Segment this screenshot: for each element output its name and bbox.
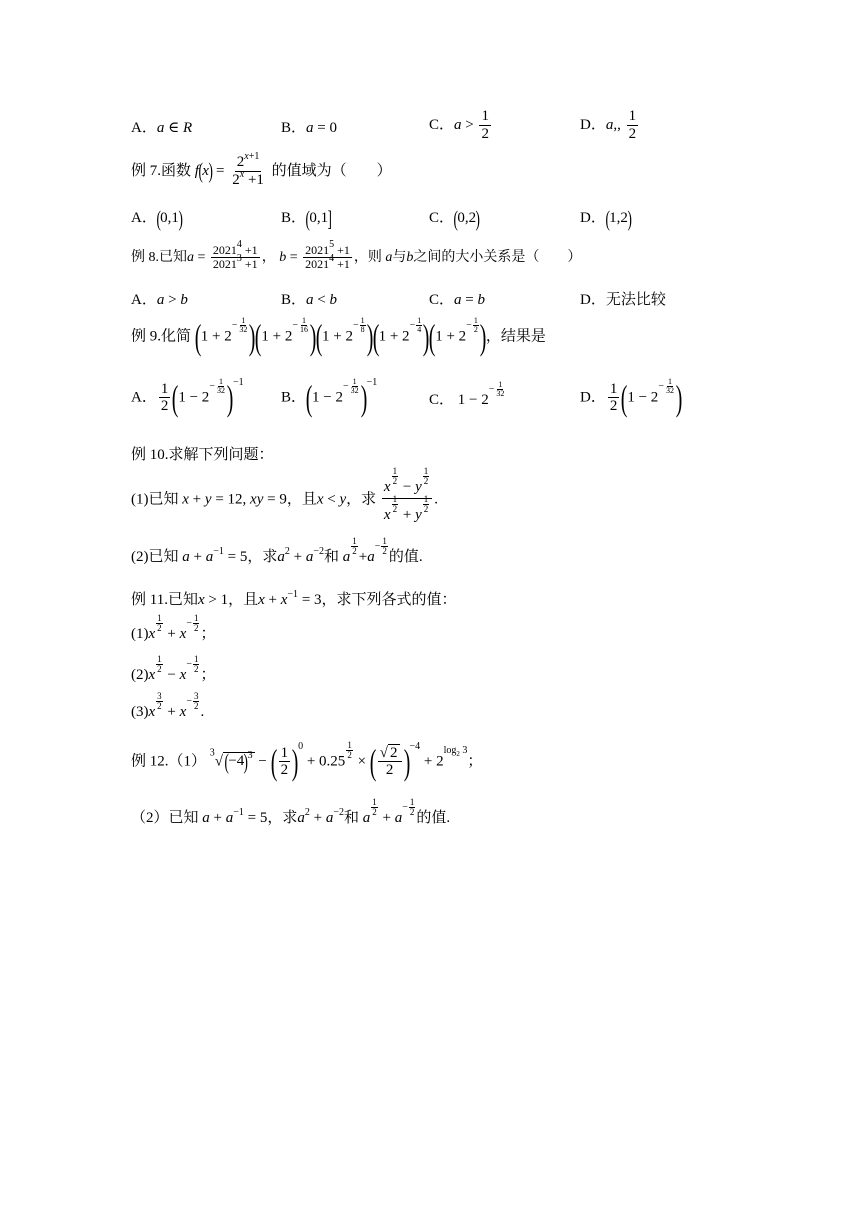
q7-option-b: B．(0,1]	[281, 205, 332, 231]
q8-option-a: A．a > b	[131, 292, 188, 308]
q9-options-row	[131, 377, 731, 428]
q7-label: 例 7.函数	[131, 162, 192, 179]
q7-option-d: D．(1,2)	[580, 205, 632, 231]
q9-label: 例 9.化简	[131, 328, 192, 345]
q11-item-1: (1)x $^{\frac{1}{2}}$ + $x^{- \frac{1}{2}}$ ；	[131, 612, 216, 642]
q8-option-b: B．a < b	[281, 292, 337, 308]
q7-option-a: A．(0,1)	[131, 205, 183, 231]
q9-option-c: C． $1 - 2^{- \frac{1}{32}}$	[429, 380, 505, 408]
q10-title: 例 10.求解下列问题：	[131, 447, 274, 463]
q7-function-fraction: $\frac{2^{x+1}}{2^x +1}$	[232, 151, 264, 188]
q11-item-3: (3)x $^{\frac{3}{2}}$ + $x^{- \frac{3}{2}}$ .	[131, 691, 205, 721]
q10-part1: (1)已知 x + y = 12, xy = 9，且x < y，求 x $^{\frac{1}{2}}$ − y $^{\frac{1}{2}}$ x $^{\frac{1}{2}}$ + y $^{\frac{1}{2}}$ .	[131, 473, 438, 527]
q8-option-d: D．无法比较	[580, 292, 666, 308]
q9-option-d: D． $\frac{1}{2}$ ($1 - 2^{- \frac{1}{32}}$ )	[580, 377, 683, 418]
q8-options-row	[131, 288, 691, 310]
q9-stem: 例 9.化简 ($1 + 2^{- \frac{1}{32}}$ )($1 + 2^{- \frac{1}{16}}$ )($1 + 2^{- \frac{1}{8}}$ )($1 + 2^{- \frac{1}{4}}$ )($1 + 2^{- \frac{1}{2}}$ )，结果是	[131, 316, 546, 357]
q9-option-a: A． $\frac{1}{2}$ ($1 - 2^{- \frac{1}{32}}$ )$^{-1}$	[131, 377, 244, 418]
q9-option-b: B．($1 - 2^{- \frac{1}{32}}$ )$^{-1}$	[281, 377, 378, 418]
q6-option-a: A．a ∈ R	[131, 120, 193, 136]
q9-suffix: ，结果是	[485, 328, 546, 345]
q10-part2: (2)已知 $a + a^{-1} = 5$，求$a^2 + a^{-2}$和 a $^{\frac{1}{2}}$ $+a^{- \frac{1}{2}}$ 的值.	[131, 535, 423, 565]
q7-suffix: 的值域为（ ）	[271, 162, 392, 179]
q6-option-d: D．a,, $\frac{1}{2}$	[580, 108, 637, 142]
q7-options-row	[131, 206, 691, 230]
q12-part1: 例 12.（1） $^3√(-4)^3$ − ( $\frac{1}{2}$ )$^0$ + 0.25 $^{\frac{1}{2}}$ × ( $\frac{√ 2}{2}$ )$^{-4} + 2^{log_2 3}$；	[131, 740, 483, 782]
cube-root: $^3√(-4)^3$	[209, 747, 253, 774]
q7-option-c: C．(0,2)	[429, 205, 480, 231]
q11-stem: 例 11.已知x > 1，且$x + x^{-1} = 3$，求下列各式的值：	[131, 589, 457, 608]
q12-part2: （2）已知 $a + a^{-1} = 5$，求$a^2 + a^{-2}$和 a $^{\frac{1}{2}}$ + $a^{- \frac{1}{2}}$ 的值.	[131, 796, 451, 826]
q6-option-c: C．a > $\frac{1}{2}$	[429, 108, 489, 142]
q8-option-c: C．a = b	[429, 292, 485, 308]
q6-options-row	[131, 108, 691, 148]
q11-item-2: (2)x $^{\frac{1}{2}}$ − $x^{- \frac{1}{2}}$ ；	[131, 653, 216, 683]
q8-label: 例 8.已知	[131, 250, 187, 266]
q8-stem: 例 8.已知a = $\frac{2021^4 +1}{2021^3 +1}$ ， b = $\frac{2021^5 +1}{2021^4 +1}$ ，则 a与b之间的大小关系是（ ）	[131, 239, 582, 272]
q7-stem: 例 7.函数 f(x) = $\frac{2^{x+1}}{2^x +1}$ 的值域为（ ）	[131, 151, 392, 188]
q10-part1-fraction: x $^{\frac{1}{2}}$ − y $^{\frac{1}{2}}$ x $^{\frac{1}{2}}$ + y $^{\frac{1}{2}}$	[382, 473, 432, 527]
q6-option-b: B．a = 0	[281, 120, 337, 136]
